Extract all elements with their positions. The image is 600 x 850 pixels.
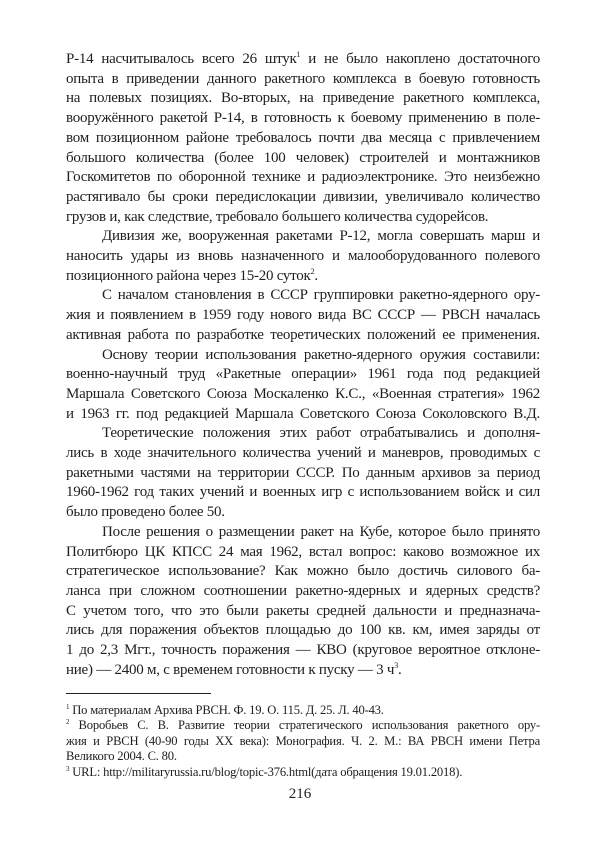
- text-segment: По материалам Архива РВСН. Ф. 19. О. 115. Д. 25. Л. 40-43.: [69, 702, 384, 717]
- text-segment: было проведено более 50.: [66, 504, 225, 521]
- text-segment: .: [397, 661, 402, 678]
- body-line: [66, 523, 540, 543]
- text-segment: вооружённого ракетой Р-14, в готовность к боевому применению в поле-: [66, 110, 540, 127]
- body-line: [66, 424, 540, 444]
- body-line: [66, 503, 540, 523]
- body-line: [66, 444, 540, 464]
- text-segment: наносить удары из вновь назначенного и малооборудованного полевого: [66, 248, 540, 265]
- body-line: [66, 543, 540, 563]
- text-segment: растягивало бы сроки передислокации дивизии, увеличивало количество: [66, 188, 540, 205]
- body-text: [66, 50, 540, 681]
- text-segment: ланса при сложном соотношении ракетно-ядерных и ядерных средств?: [66, 582, 540, 599]
- footnotes: [66, 703, 540, 781]
- text-segment: С учетом того, что это были ракеты средней дальности и предназнача-: [66, 602, 540, 619]
- footnote-marker: 3: [394, 660, 398, 670]
- body-line: [66, 562, 540, 582]
- footnote-line: [66, 734, 540, 750]
- body-line: [66, 346, 540, 366]
- body-line: [66, 602, 540, 622]
- body-line: [66, 483, 540, 503]
- text-segment: грузов и, как следствие, требовало большего количества судорейсов.: [66, 208, 489, 225]
- footnote-separator: [66, 693, 211, 694]
- text-segment: Теоретические положения этих работ отрабатывались и дополня-: [102, 425, 540, 442]
- body-line: [66, 267, 540, 287]
- text-segment: Р-14 насчитывалось всего 26 штук: [66, 51, 297, 67]
- text-segment: и не было накоплено достаточного: [300, 51, 540, 67]
- footnote-marker: 1: [296, 50, 301, 59]
- body-line: [66, 621, 540, 641]
- text-segment: лись в ходе значительного количества учений и маневров, проводимых с: [66, 445, 540, 462]
- footnote-marker: 1: [66, 702, 70, 711]
- text-segment: позиционного района через 15-20 суток: [66, 267, 311, 284]
- text-segment: опыта в приведении данного ракетного комплекса в боевую готовность: [66, 70, 540, 87]
- text-segment: стратегическое использование? Как можно было достичь силового ба-: [66, 563, 540, 580]
- body-line: [66, 89, 540, 109]
- body-line: [66, 129, 540, 149]
- text-segment: Политбюро ЦК КПСС 24 мая 1962, встал вопрос: каково возможное их: [66, 543, 540, 560]
- body-line: [66, 306, 540, 326]
- footnote-line: [66, 749, 540, 765]
- body-line: [66, 326, 540, 346]
- text-segment: Маршала Советского Союза Москаленко К.С., «Военная стратегия» 1962: [66, 385, 540, 402]
- text-segment: и 1963 гг. под редакцией Маршала Советского Союза Соколовского В.Д.: [66, 405, 540, 422]
- text-segment: активная работа по разработке теоретических положений ее применения.: [66, 326, 540, 343]
- body-line: [66, 582, 540, 602]
- text-segment: Воробьев С. В. Развитие теории стратегического использования ракетного ору-: [69, 718, 540, 733]
- text-segment: .: [314, 267, 318, 284]
- body-line: [66, 188, 540, 208]
- body-line: [66, 385, 540, 405]
- body-line: [66, 70, 540, 90]
- text-segment: ракетными частями на территории СССР. По данным архивов за период: [66, 464, 540, 481]
- body-line: [66, 365, 540, 385]
- text-segment: С началом становления в СССР группировки ракетно-ядерного ору-: [102, 287, 540, 304]
- body-line: [66, 641, 540, 661]
- text-segment: большого количества (более 100 человек) строителей и монтажников: [66, 149, 540, 166]
- body-line: [66, 286, 540, 306]
- footnote-marker: 2: [310, 266, 315, 276]
- text-segment: Госкомитетов по оборонной технике и радиоэлектронике. Это неизбежно: [66, 169, 540, 186]
- footnote-line: [66, 765, 540, 781]
- body-line: [66, 405, 540, 425]
- footnote-line: [66, 718, 540, 734]
- footnote-marker: 2: [66, 718, 70, 727]
- text-segment: Великого 2004. С. 80.: [66, 749, 177, 764]
- body-line: [66, 208, 540, 228]
- body-line: [66, 149, 540, 169]
- text-segment: После решения о размещении ракет на Кубе, которое было принято: [102, 523, 540, 540]
- body-line: [66, 247, 540, 267]
- text-segment: 1960-1962 год таких учений и военных игр с использованием войск и сил: [66, 484, 540, 501]
- footnote-marker: 3: [66, 764, 70, 773]
- body-line: [66, 109, 540, 129]
- text-segment: URL: http://militaryrussia.ru/blog/topic-376.html(дата обращения 19.01.2018).: [69, 764, 463, 779]
- text-segment: жия и РВСН (40-90 годы XX века): Монография. Ч. 2. М.: ВА РВСН имени Петра: [66, 733, 540, 748]
- text-segment: на полевых позициях. Во-вторых, на приведение ракетного комплекса,: [66, 90, 540, 107]
- text-segment: Дивизия же, вооруженная ракетами Р-12, могла совершать марш и: [102, 228, 540, 245]
- text-segment: Основу теории использования ракетно-ядерного оружия составили:: [102, 346, 540, 363]
- body-line: [66, 50, 540, 70]
- text-segment: вом позиционном районе требовалось почти два месяца с привлечением: [66, 129, 540, 146]
- text-segment: военно-научный труд «Ракетные операции» 1961 года под редакцией: [66, 366, 540, 383]
- body-line: [66, 464, 540, 484]
- text-segment: 1 до 2,3 Мгт., точность поражения — КВО (круговое вероятное отклоне-: [66, 642, 540, 659]
- footnote-line: [66, 703, 540, 719]
- text-segment: жия и появлением в 1959 году нового вида ВС СССР — РВСН началась: [66, 307, 540, 324]
- page-number: 216: [288, 786, 312, 803]
- text-segment: ние) — 2400 м, с временем готовности к пуску — 3 ч: [66, 661, 395, 678]
- text-segment: лись для поражения объектов площадью до 100 кв. км, имея заряды от: [66, 622, 540, 639]
- body-line: [66, 168, 540, 188]
- body-line: [66, 661, 540, 681]
- body-line: [66, 227, 540, 247]
